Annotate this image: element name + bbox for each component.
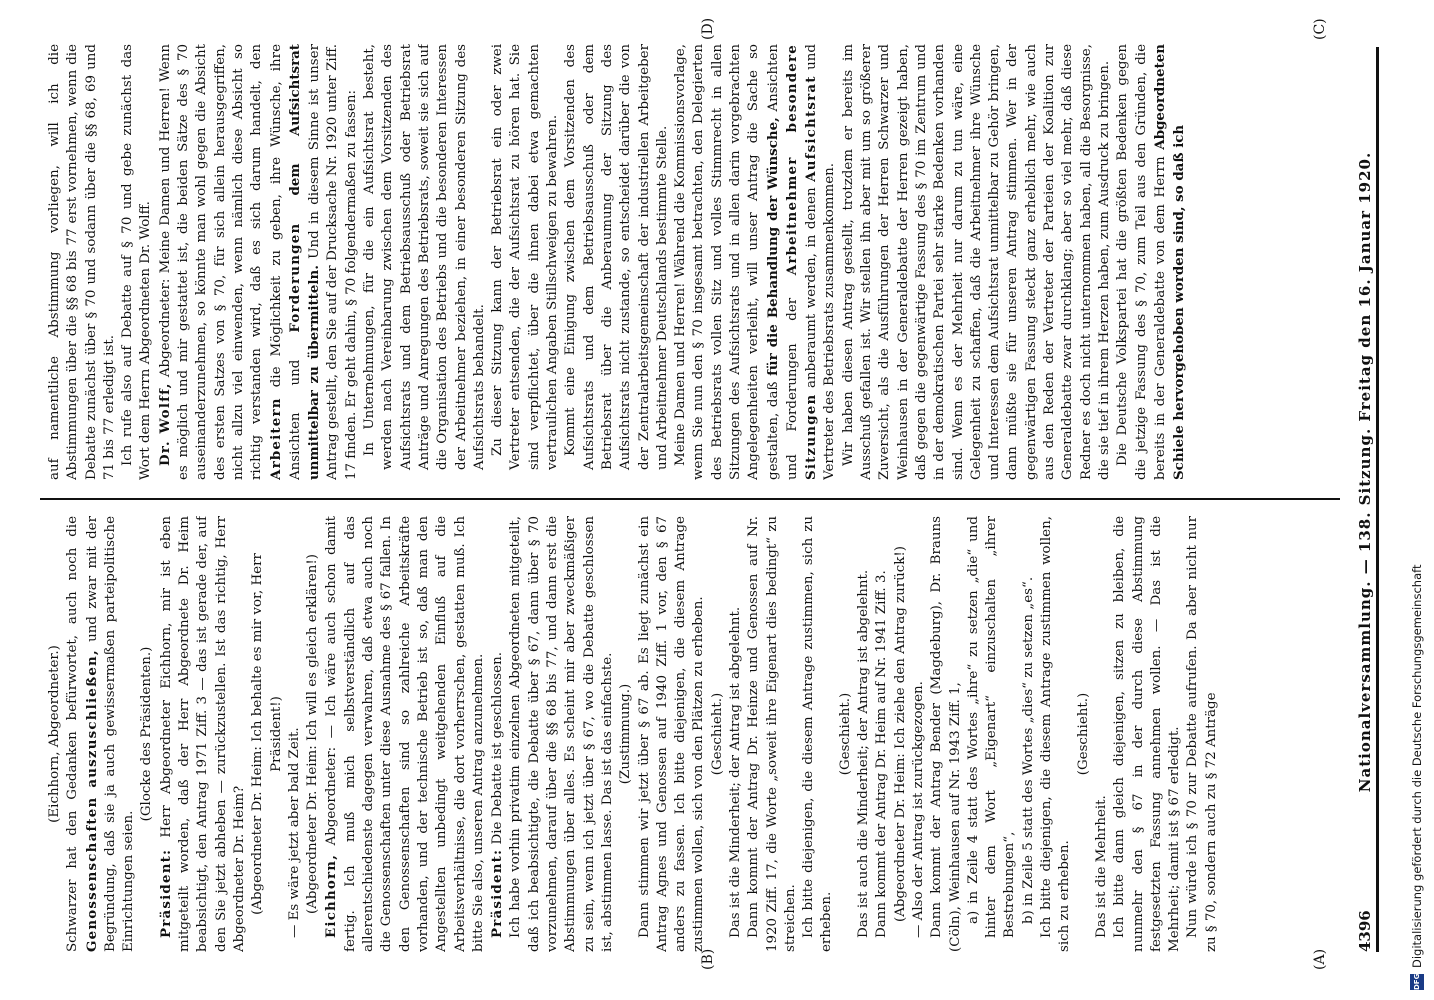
header-rule xyxy=(1376,47,1379,952)
margin-mark-b: (B) xyxy=(700,948,716,970)
paragraph: Ich bitte diejenigen, die diesem Antrage zustimmen wollen, sich zu erheben. xyxy=(1039,516,1073,952)
page-number: 4396 xyxy=(1356,910,1374,952)
quoted-paragraph: In Unternehmungen, für die ein Aufsichtsrat besteht, werden nach Vereinbarung zwischen dem Vorsitzenden des Aufsichtsrats und dem Betriebsausschuß oder Betriebsrat Anträge und Anregungen des Betriebsrats, soweit sie sich auf die Organisation des Betriebs und die besonderen Interessen der Arbeitnehmer beziehen, in einer besonderen Sitzung des Aufsichtsrats behandelt. xyxy=(362,44,487,470)
paragraph: Präsident: Die Debatte ist geschlossen. xyxy=(489,652,506,938)
paragraph: a) in Zeile 4 statt des Wortes „ihre“ zu setzen „die“ und hinter dem Wort „Eigenart“ einzuschalten „ihrer Bestrebungen“, xyxy=(965,516,1018,938)
page-title: Nationalversammlung. — 138. Sitzung. Freitag den 16. Januar 1920. xyxy=(1356,151,1374,793)
paragraph: Eichhorn, Abgeordneter: — Ich wäre auch schon damit fertig. Ich muß mich selbstverständlich auf das allerentschiedenste dagegen verwahren, daß etwa auch noch die Genossenschaften unter diese Ausnahme des § 67 fallen. In den Genossenschaften sind so zahlreiche Arbeitskräfte vorhanden, und der technische Betrieb ist so, daß man den Angestellten unbedingt weitgehenden Einfluß auf die Arbeitsverhältnisse, die dort vorherrschen, gestatten muß. Ich bitte Sie also, unseren Antrag anzunehmen. xyxy=(323,516,486,952)
interjection: (Abgeordneter Dr. Heim: Ich behalte es mir vor, Herr Präsident!) xyxy=(250,553,284,915)
paragraph: Das ist auch die Minderheit; der Antrag ist abgelehnt. xyxy=(856,569,872,938)
paragraph: Dr. Wolff, Abgeordneter: Meine Damen und Herren! Wenn es möglich und mir gestattet ist, die beiden Sätze des § 70 auseinanderzunehmen, so könnte man wohl gegen die Absicht des ersten Satzes von § 70, für sich allein herausgegriffen, nicht allzu viel einwenden, wenn nämlich diese Absicht so richtig verstanden wird, daß es sich darum handelt, den Arbeitern die Möglichkeit zu geben, ihre Wünsche, ihre Ansichten und Forderungen dem Aufsichtsrat unmittelbar zu übermitteln. Und in diesem Sinne ist unser Antrag gestellt, den Sie auf der Drucksache Nr. 1920 unter Ziff. 17 finden. Er geht dahin, § 70 folgendermaßen zu fassen: xyxy=(156,44,359,480)
stage-direction: (Geschieht.) xyxy=(709,692,725,776)
paragraph: Ich rufe also auf Debatte auf § 70 und gebe zunächst das Wort dem Herrn Abgeordneten Dr. Wolff. xyxy=(120,44,154,480)
paragraph: Das ist die Minderheit; der Antrag ist abgelehnt. xyxy=(727,606,743,938)
paragraph: auf namentliche Abstimmung vorliegen, will ich die Abstimmungen über die §§ 68 bis 77 erst vornehmen, wenn die Debatte zunächst über § 70 und sodann über die §§ 68, 69 und 71 bis 77 erledigt ist. xyxy=(47,44,117,480)
quoted-paragraph: Kommt eine Einigung zwischen dem Vorsitzenden des Aufsichtsrats und dem Betriebsausschuß oder dem Betriebsrat über die Anberaumung der Sitzung des Aufsichtsrats nicht zustande, so entscheidet darüber die von der Zentralarbeitsgemeinschaft der industriellen Arbeitgeber und Arbeitnehmer Deutschlands bestimmte Stelle. xyxy=(563,44,670,470)
paragraph: — Es wäre jetzt aber bald Zeit. xyxy=(286,727,302,938)
stage-direction: (Geschieht.) xyxy=(837,692,853,776)
paragraph: Das ist die Mehrheit. xyxy=(1093,795,1109,938)
paragraph: Dann stimmen wir jetzt über § 67 ab. Es liegt zunächst ein Antrag Agnes und Genossen auf 1940 Ziff. 1 vor, den § 67 anders zu fassen. Ich bitte diejenigen, die diesem Antrage zustimmen wollen, sich von den Plätzen zu erheben. xyxy=(636,516,707,952)
quoted-paragraph: Zu dieser Sitzung kann der Betriebsrat ein oder zwei Vertreter entsenden, die der Aufsichtsrat zu hören hat. Sie sind verpflichtet, über die ihnen dabei etwa gemachten vertraulichen Angaben Stillschweigen zu bewahren. xyxy=(490,44,561,470)
margin-mark-d: (D) xyxy=(700,17,716,40)
left-column xyxy=(46,516,1346,952)
stage-direction: (Geschieht.) xyxy=(1075,692,1091,776)
page-header xyxy=(1352,52,1378,952)
margin-mark-c: (C) xyxy=(1312,18,1328,40)
interjection: (Abgeordneter Dr. Heim: Ich ziehe den Antrag zurück!) xyxy=(892,546,908,922)
stage-direction: (Glocke des Präsidenten.) xyxy=(139,646,155,822)
stage-direction: (Zustimmung.) xyxy=(618,683,634,785)
paragraph: Dann kommt der Antrag Dr. Heim auf Nr. 1941 Ziff. 3. xyxy=(874,570,890,938)
paragraph: — Also der Antrag ist zurückgezogen. xyxy=(910,681,926,938)
paragraph: Präsident: Herr Abgeordneter Eichhorn, mir ist eben mitgeteilt worden, daß der Herr Abgeordnete Dr. Heim beabsichtigt, den Antrag 1971 Ziff. 3 — das ist gerade der, auf den Sie jetzt abheben — zurückzustellen. Ist das richtig, Herr Abgeordneter Dr. Heim? xyxy=(157,516,247,952)
paragraph: b) in Zeile 5 statt des Wortes „dies“ zu setzen „es“. xyxy=(1020,576,1036,924)
paragraph: Schwarzer hat den Gedanken befürwortet, auch noch die Genossenschaften auszuschließen, und zwar mit der Begründung, daß sie ja auch gewissermaßen parteipolitische Einrichtungen seien. xyxy=(65,516,137,952)
footer xyxy=(1407,10,1427,990)
margin-mark-a: (A) xyxy=(1312,948,1328,970)
paragraph: Dann kommt der Antrag Bender (Magdeburg), Dr. Brauns (Cöln), Weinhausen auf Nr. 1943 Ziff. 1, xyxy=(929,516,963,952)
paragraph: Nun würde ich § 70 zur Debatte aufrufen. Da aber nicht nur zu § 70, sondern auch zu § 72 Anträge xyxy=(1185,516,1219,952)
paragraph: Ich bitte diejenigen, die diesem Antrage zustimmen, sich zu erheben. xyxy=(801,516,835,952)
paragraph: (Eichhorn, Abgeordneter.) xyxy=(47,645,62,823)
paragraph: Die Deutsche Volkspartei hat die größten Bedenken gegen die jetzige Fassung des § 70, zum Teil aus den Gründen, die bereits in der Generaldebatte von dem Herrn Abgeordneten Schiele hervorgehoben worden sind, so daß ich xyxy=(1115,44,1188,480)
right-column xyxy=(46,44,1346,480)
interjection: (Abgeordneter Dr. Heim: Ich will es gleich erklären!) xyxy=(305,553,321,915)
paragraph: Meine Damen und Herren! Während die Kommissionsvorlage, wenn Sie nun den § 70 insgesamt betrachten, den Delegierten des Betriebsrats vollen Sitz und volles Stimmrecht in allen Sitzungen des Aufsichtsrats und in allen darin vorgebrachten Angelegenheiten verleiht, will unser Antrag die Sache so gestalten, daß für die Behandlung der Wünsche, Ansichten und Forderungen der Arbeitnehmer besondere Sitzungen anberaumt werden, in denen Aufsichtsrat und Vertreter des Betriebsrats zusammenkommen. xyxy=(673,44,838,480)
paragraph: Dann kommt der Antrag Dr. Heinze und Genossen auf Nr. 1920 Ziff. 17, die Worte „soweit ihre Eigenart dies bedingt“ zu streichen. xyxy=(746,516,798,952)
paragraph: Ich habe vorhin privatim einzelnen Abgeordneten mitgeteilt, daß ich beabsichtigte, die Debatte über § 67, dann über § 70 vorzunehmen, darauf über die §§ 68 bis 77, und dann erst die Abstimmungen über alles. Es scheint mir aber zweckmäßiger zu sein, wenn ich jetzt über § 67, wo die Debatte geschlossen ist, abstimmen lasse. Das ist das einfachste. xyxy=(508,516,615,952)
dfg-logo-icon: DFG xyxy=(1410,974,1424,990)
column-divider xyxy=(40,498,1340,500)
footer-text: Digitalisierung gefördert durch die Deutsche Forschungsgemeinschaft xyxy=(1410,564,1424,968)
paragraph: Wir haben diesen Antrag gestellt, trotzdem er bereits im Ausschuß gefallen ist. Wir stellen ihn aber mit um so größerer Zuversicht, als die Ausführungen der Herren Schwarzer und Weinhausen in der Generaldebatte der Herren gezeigt haben, daß gegen die gegenwärtige Fassung des § 70 im Zentrum und in der demokratischen Partei sehr starke Bedenken vorhanden sind. Wenn es der Mehrheit nur darum zu tun wäre, eine Gelegenheit zu schaffen, daß die Arbeitnehmer ihre Wünsche und Interessen dem Aufsichtsrat unmittelbar zu Gehör bringen, dann müßte sie für unseren Antrag stimmen. Wer in der gegenwärtigen Fassung steckt ganz erheblich mehr, wie auch aus den Reden der Vertreter der Parteien der Koalition zur Generaldebatte zwar durchklang; aber so viel mehr, daß diese Redner es doch nicht unternommen haben, all die Besorgnisse, die sie tief in ihrem Herzen haben, zum Ausdruck zu bringen. xyxy=(840,44,1112,480)
paragraph: Ich bitte dann gleich diejenigen, sitzen zu bleiben, die nunmehr den § 67 in der durch diese Abstimmung festgesetzten Fassung annehmen wollen. — Das ist die Mehrheit; damit ist § 67 erledigt. xyxy=(1112,516,1183,952)
